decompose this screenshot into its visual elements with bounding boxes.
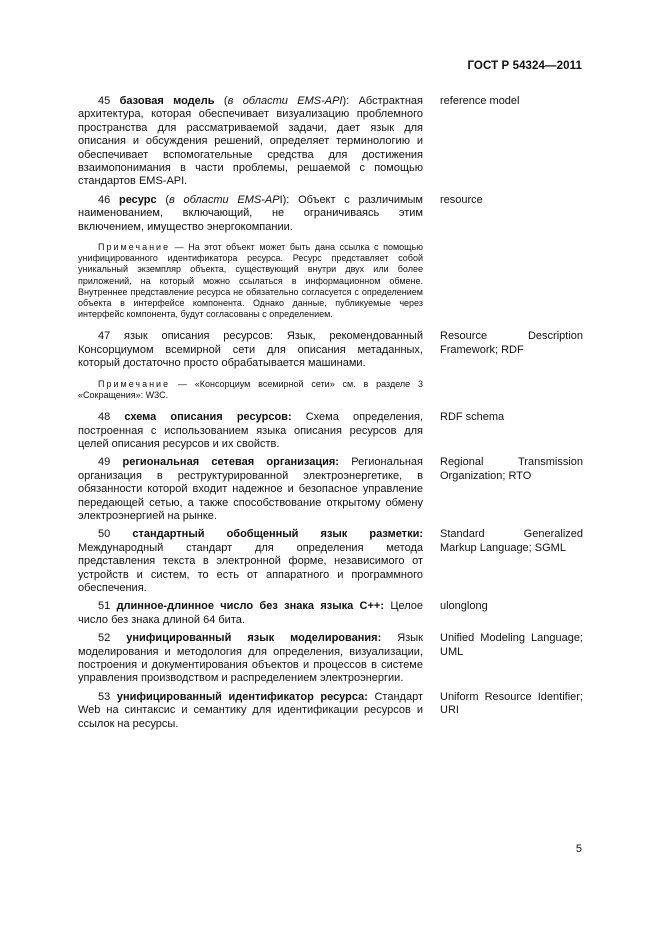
definition-text: Абстрактная архитектура, которая обеспечивает визуализацию проблемного пространства для рассматриваемой задачи, дает язык для описания и обсуждения решений, определяет терминологию и обеспечивает вспомогательные средства для достижения взаимопонимания в части проблемы, решаемой с помощью стандартов EMS-API.: [78, 95, 423, 188]
note: [78, 242, 423, 320]
term-definition: [78, 691, 423, 731]
term-entry: [78, 411, 583, 451]
note: [78, 379, 423, 401]
term-number: 51: [98, 600, 111, 613]
english-equivalent: resource: [440, 193, 483, 206]
note-text: — «Консорциум всемирной сети» см. в разделе 3 «Сокращения»: W3C.: [78, 378, 423, 400]
english-equivalent: RDF schema: [440, 411, 505, 424]
definition-text: Стандарт Web на синтаксис и семантику для идентификации ресурсов и ссылок на ресурсы.: [78, 690, 423, 730]
term-definition: [78, 600, 423, 627]
term-definition: 46 ресурс (в области EMS-API): Объект с различимым наименованием, включающий, не ограничиваясь этим включением, имущество энергокомпании.: [78, 193, 423, 233]
term-number: 52: [98, 632, 111, 645]
term-name: унифицированный идентификатор ресурса:: [116, 690, 368, 703]
english-equivalent: Resource Description Framework; RDF: [440, 330, 583, 356]
term-definition: 45 базовая модель (в области EMS-API): Абстрактная архитектура, которая обеспечивает визуализацию проблемного пространства для рассматриваемой задачи, дает язык для описания и обсуждения решений, определяет терминологию и обеспечивает вспомогательные средства для достижения взаимопонимания в части проблемы, решаемой с помощью стандартов EMS-API.: [78, 95, 423, 188]
english-equivalent: reference model: [440, 95, 520, 107]
term-entry: [78, 330, 583, 370]
term-entry: [78, 632, 583, 686]
definition-text: Язык моделирования и методология для определения, визуализации, построения и документирования объектов и процессов в системе управления производством и распределением электроэнергии.: [78, 632, 423, 685]
term-name: длинное-длинное число без знака языка С++:: [116, 600, 384, 613]
english-equivalent: Standard Generalized Markup Language; SGML: [440, 528, 583, 554]
term-entry: [78, 456, 583, 523]
english-equivalent: Regional Transmission Organization; RTO: [440, 456, 583, 482]
term-entry: [78, 691, 583, 731]
note-label: Примечание: [98, 378, 171, 389]
term-name: унифицированный язык моделирования:: [126, 632, 382, 645]
term-definition: [78, 456, 423, 523]
term-name: региональная сетевая организация:: [122, 456, 339, 469]
term-entry: [78, 194, 583, 234]
definition-text: Региональная организация в реструктурированной электроэнергетике, в обязанности которой входит надежное и безопасное управление передающей сетью, а также способствование открытому обмену электроэнергией на рынке.: [78, 456, 423, 522]
definition-text: Схема определения, построенная с использованием языка описания ресурсов для целей описания ресурсов и их свойств.: [78, 411, 423, 450]
term-entry: [78, 95, 583, 189]
english-equivalent: Uniform Resource Identifier; URI: [440, 690, 583, 717]
term-definition: [78, 632, 423, 686]
term-name: стандартный обобщенный язык разметки:: [132, 528, 423, 541]
term-name: ресурс: [118, 193, 157, 206]
term-entry: [78, 528, 583, 595]
term-number: 48: [98, 411, 111, 424]
note-label: Примечание: [98, 242, 171, 253]
term-number: 49: [98, 456, 111, 469]
document-header: ГОСТ Р 54324—2011: [467, 60, 582, 72]
term-definition: [78, 411, 423, 451]
term-name: схема описания ресурсов:: [124, 411, 292, 424]
term-number: 45: [98, 95, 111, 107]
term-definition: [78, 528, 423, 595]
definition-text: Целое число без знака длиной 64 бита.: [78, 600, 423, 626]
term-entry: [78, 600, 583, 627]
page-number: 5: [575, 843, 582, 855]
definition-text: Объект с различимым наименованием, включающий, не ограничиваясь этим включением, имущество энергокомпании.: [78, 193, 423, 233]
terms-list: [78, 95, 583, 736]
term-context: в области EMS-AP: [169, 193, 280, 206]
definition-text: Международный стандарт для определения метода представления текста в электронной форме, независимого от устройств и систем, то есть от аппаратного и программного обеспечения.: [78, 541, 423, 594]
term-name: базовая модель: [119, 95, 215, 107]
term-number: 50: [98, 528, 111, 541]
term-number: 47: [98, 330, 111, 343]
term-definition: [78, 330, 423, 370]
definition-text: язык описания ресурсов: Язык, рекомендованный Консорциумом всемирной сети для описания метаданных, который достаточно просто обрабатывается машинами.: [78, 330, 423, 370]
english-equivalent: Unified Modeling Language; UML: [440, 632, 583, 658]
note-text: — На этот объект может быть дана ссылка с помощью унифицированного идентификатора ресурса. Ресурс представляет собой уникальный экземпляр объекта, существующий внутри двух или более приложений, на который можно ссылаться в информационном обмене. Внутреннее представление ресурса не обязательно согласуется с определением объекта в интерфейсе компонента. Однако данные, публикуемые через интерфейс компонента, будут согласованы с определением.: [78, 242, 423, 320]
term-number: 46: [98, 193, 111, 206]
english-equivalent: ulonglong: [440, 600, 488, 613]
term-number: 53: [98, 690, 111, 703]
term-context: в области EMS-API: [227, 95, 343, 107]
